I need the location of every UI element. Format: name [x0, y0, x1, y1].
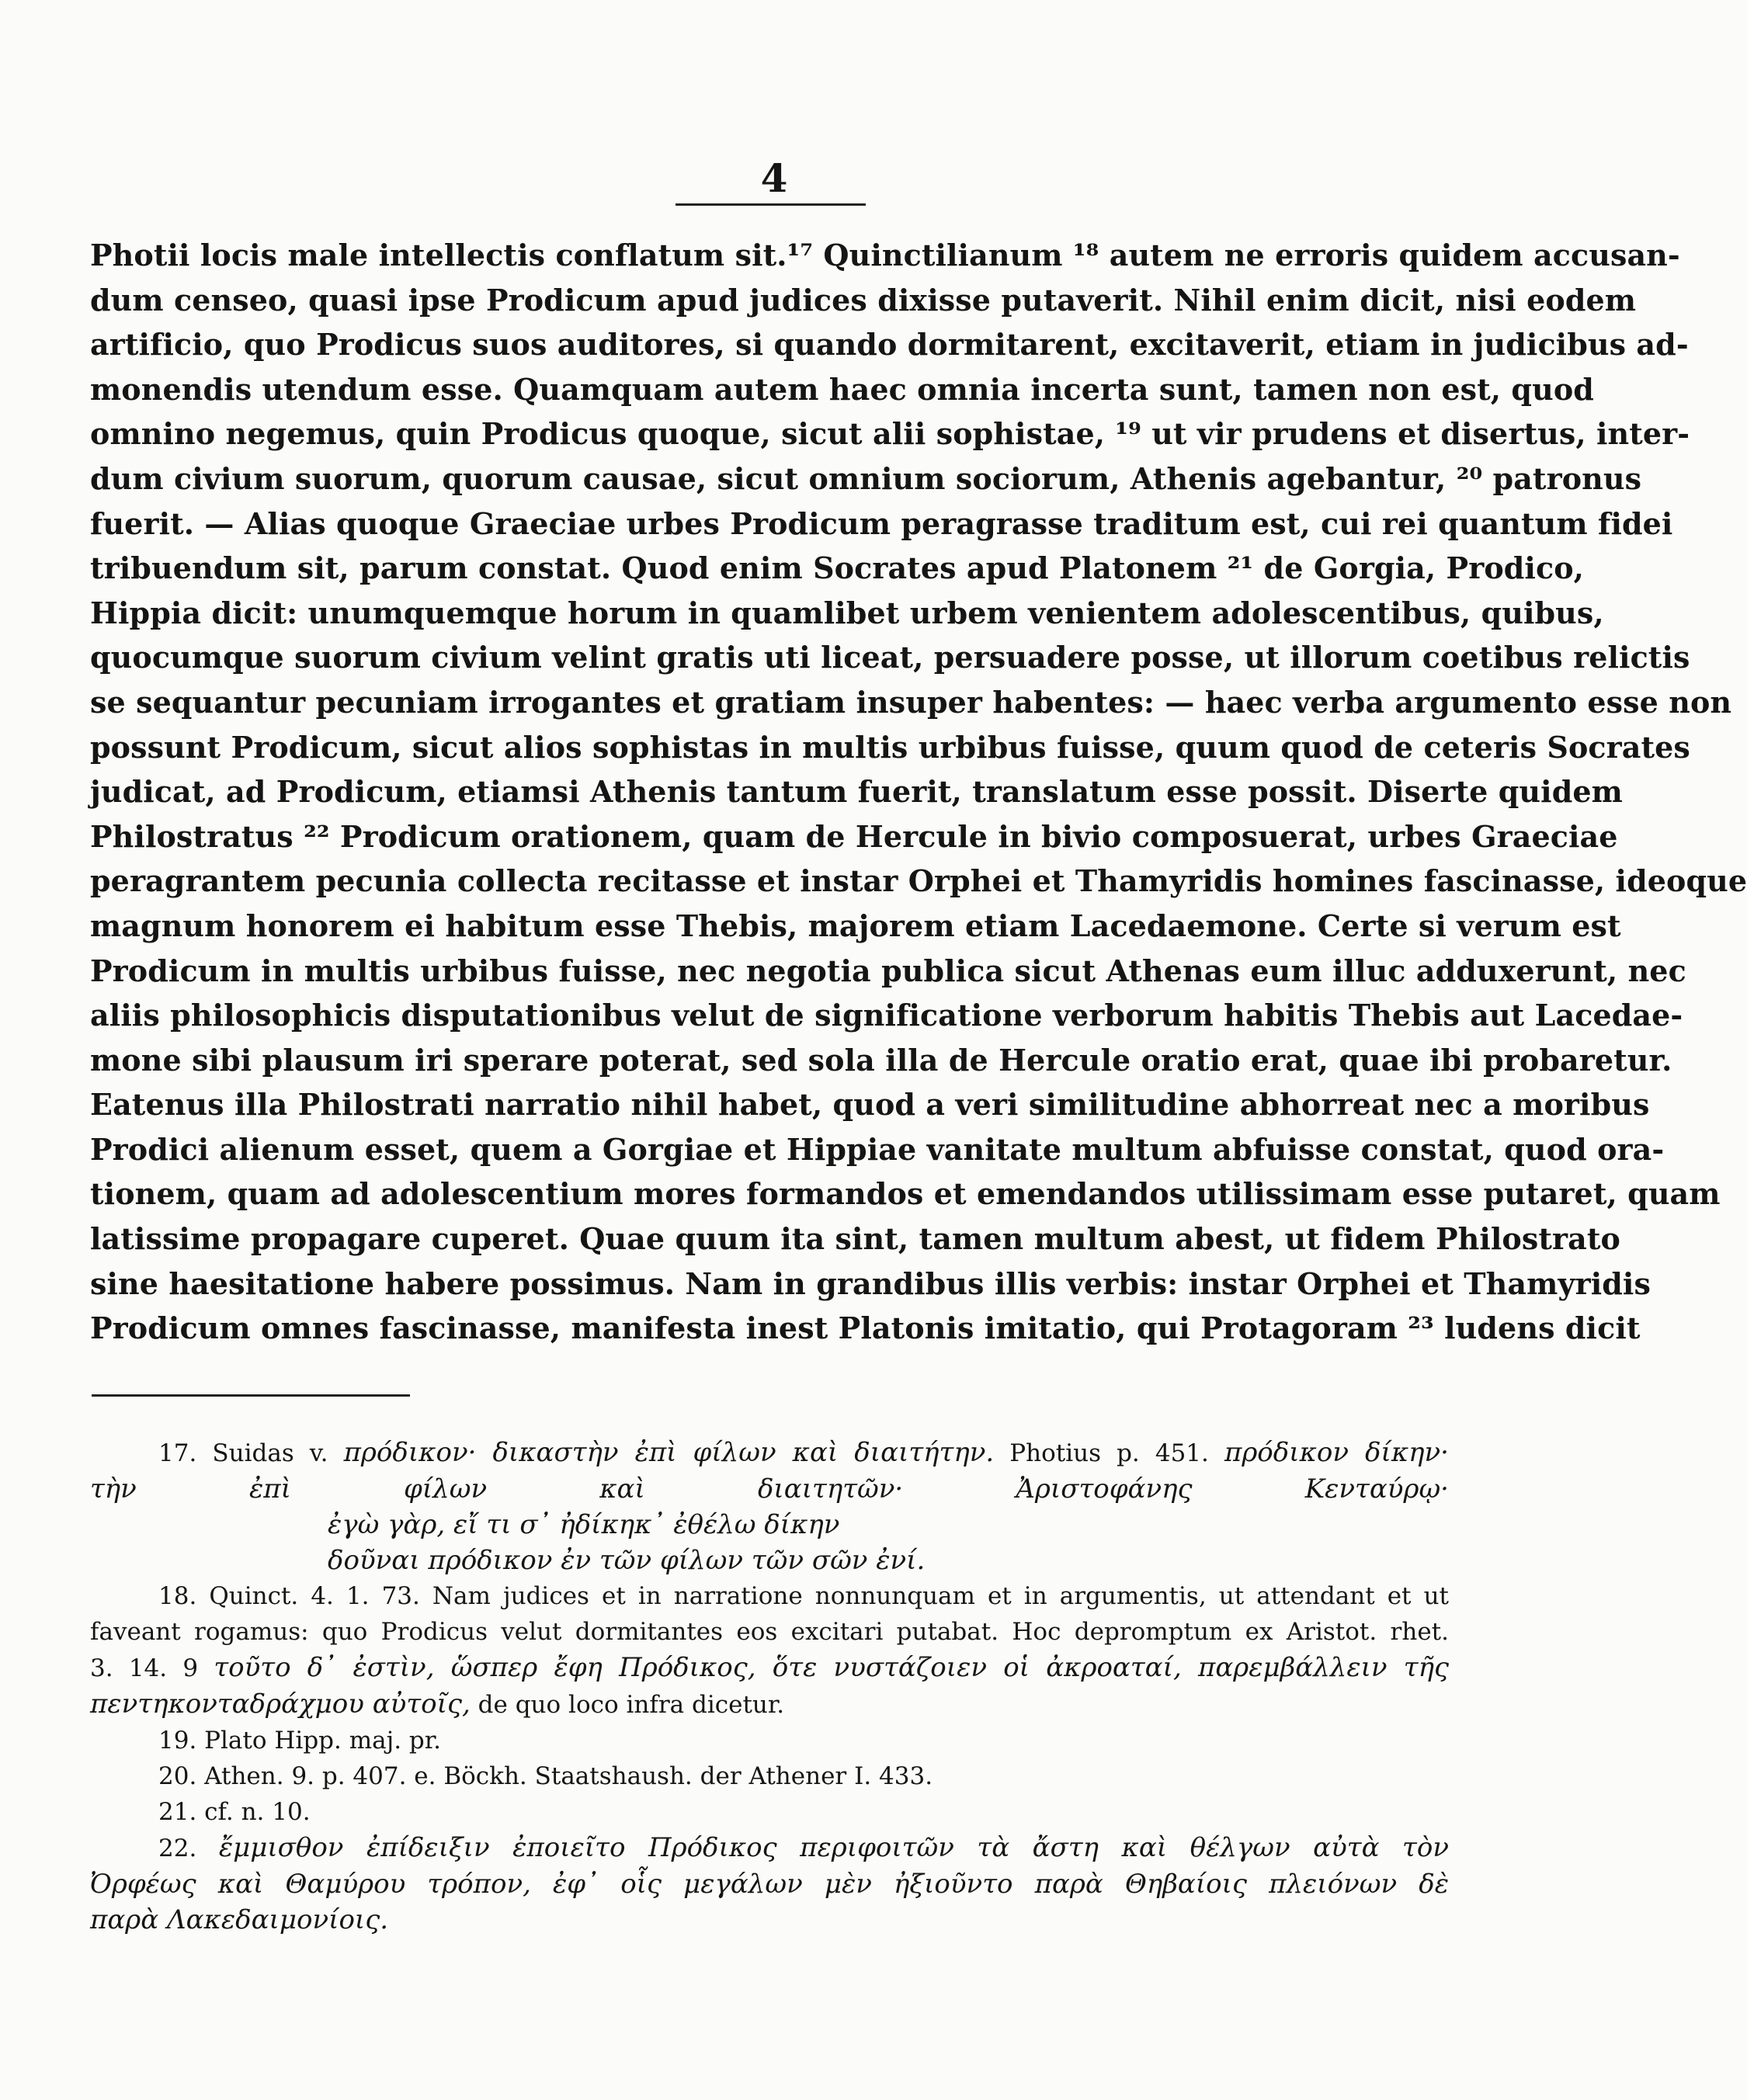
footnote-18-note: de quo loco infra dicetur. — [478, 1691, 785, 1719]
footnote-17-verse: ἐγὼ γὰρ, εἴ τι σ᾽ ἠδίκηκ᾽ ἐθέλω δίκην — [328, 1509, 840, 1540]
text-line: latissime propagare cuperet. Quae quum ita sint, tamen multum abest, ut fidem Philostrato — [90, 1221, 1620, 1257]
footnote-19: 19. Plato Hipp. maj. pr. — [158, 1727, 442, 1755]
page-number-rule — [676, 203, 866, 206]
footnote-20-blackletter: Böckh. Staatshaush. der Athener I. 433. — [443, 1762, 933, 1790]
footnote-22-label: 22. — [158, 1834, 197, 1862]
footnote-22-line — [90, 1830, 1449, 1866]
footnote-17-greek: πρόδικον· δικαστὴν ἐπὶ φίλων καὶ διαιτήτην. — [343, 1437, 995, 1468]
text-line: dum civium suorum, quorum causae, sicut omnium sociorum, Athenis agebantur, ²⁰ patronus — [90, 460, 1642, 496]
main-text — [90, 233, 1747, 1351]
text-line: aliis philosophicis disputationibus velut de significatione verborum habitis Thebis aut Lacedae- — [90, 998, 1683, 1033]
text-line: se sequantur pecuniam irrogantes et gratiam insuper habentes: — haec verba argumento esse non — [90, 684, 1732, 720]
text-line: Photii locis male intellectis conflatum sit.¹⁷ Quinctilianum ¹⁸ autem ne erroris quidem accusan- — [90, 238, 1680, 272]
text-line: possunt Prodicum, sicut alios sophistas in multis urbibus fuisse, quum quod de ceteris Socrates — [90, 729, 1690, 765]
footnote-20-ref: 20. Athen. 9. p. 407. e. — [158, 1762, 436, 1790]
footnote-18-line: faveant rogamus: quo Prodicus velut dormitantes eos excitari putabat. Hoc depromptum ex Aristot. rhet. — [90, 1618, 1449, 1646]
text-line: artificio, quo Prodicus suos auditores, si quando dormitarent, excitaverit, etiam in judicibus ad- — [90, 327, 1689, 363]
text-line: magnum honorem ei habitum esse Thebis, majorem etiam Lacedaemone. Certe si verum est — [90, 908, 1621, 943]
text-line: sine haesitatione habere possimus. Nam in grandibus illis verbis: instar Orphei et Thamyridis — [90, 1265, 1651, 1301]
footnote-22-greek: ἔμμισθον ἐπίδειξιν ἐποιεῖτο Πρόδικος περιφοιτῶν τὰ ἄστη καὶ θέλγων αὐτὰ τὸν — [218, 1832, 1449, 1863]
text-line: Hippia dicit: unumquemque horum in quamlibet urbem venientem adolescentibus, quibus, — [90, 595, 1604, 630]
text-line: tribuendum sit, parum constat. Quod enim Socrates apud Platonem ²¹ de Gorgia, Prodico, — [90, 550, 1584, 586]
footnote-17-line — [90, 1435, 1449, 1471]
text-line: judicat, ad Prodicum, etiamsi Athenis tantum fuerit, translatum esse possit. Diserte quidem — [90, 774, 1623, 810]
footnote-18-line — [90, 1650, 1449, 1686]
footnote-17-verse: δοῦναι πρόδικον ἐν τῶν φίλων τῶν σῶν ἐνί. — [328, 1545, 926, 1576]
text-line: omnino negemus, quin Prodicus quoque, sicut alii sophistae, ¹⁹ ut vir prudens et disertus, inter- — [90, 416, 1690, 452]
footnotes — [90, 1435, 1449, 1938]
text-line: Eatenus illa Philostrati narratio nihil habet, quod a veri similitudine abhorreat nec a moribus — [90, 1087, 1650, 1123]
text-line: tionem, quam ad adolescentium mores formandos et emendandos utilissimam esse putaret, quam — [90, 1176, 1721, 1212]
text-line: fuerit. — Alias quoque Graeciae urbes Prodicum peragrasse traditum est, cui rei quantum fidei — [90, 505, 1673, 541]
text-line: Prodicum omnes fascinasse, manifesta inest Platonis imitatio, qui Protagoram ²³ ludens dicit — [90, 1310, 1641, 1346]
text-line: mone sibi plausum iri sperare poterat, sed sola illa de Hercule oratio erat, quae ibi probaretur. — [90, 1042, 1672, 1078]
text-line: monendis utendum esse. Quamquam autem haec omnia incerta sunt, tamen non est, quod — [90, 371, 1594, 407]
footnote-21: 21. cf. n. 10. — [158, 1798, 311, 1826]
footnote-17-line: τὴν ἐπὶ φίλων καὶ διαιτητῶν· Ἀριστοφάνης Κενταύρῳ· — [90, 1473, 1449, 1505]
footnote-18-greek: τοῦτο δ᾽ ἐστὶν, ὥσπερ ἔφη Πρόδικος, ὅτε νυστάζοιεν οἱ ἀκροαταί, παρεμβάλλειν τῆς — [214, 1652, 1449, 1683]
page-number: 4 — [760, 155, 788, 201]
footnote-18-ref: 3. 14. 9 — [90, 1654, 199, 1682]
text-line: peragrantem pecunia collecta recitasse et instar Orphei et Thamyridis homines fascinasse, ideoque — [90, 863, 1747, 899]
footnote-separator — [92, 1394, 410, 1397]
text-line: Prodicum in multis urbibus fuisse, nec negotia publica sicut Athenas eum illuc adduxerunt, nec — [90, 953, 1686, 988]
text-line: dum censeo, quasi ipse Prodicum apud judices dixisse putaverit. Nihil enim dicit, nisi eodem — [90, 282, 1637, 318]
footnote-20 — [90, 1758, 1449, 1794]
text-line: Philostratus ²² Prodicum orationem, quam de Hercule in bivio composuerat, urbes Graeciae — [90, 818, 1618, 854]
footnote-18-line — [90, 1686, 1449, 1723]
footnote-22-line: παρὰ Λακεδαιμονίοις. — [90, 1904, 389, 1935]
footnote-22-line: Ὀρφέως καὶ Θαμύρου τρόπον, ἐφ᾽ οἷς μεγάλων μὲν ἠξιοῦντο παρὰ Θηβαίοις πλειόνων δὲ — [90, 1869, 1449, 1900]
footnote-18-line: 18. Quinct. 4. 1. 73. Nam judices et in narratione nonnunquam et in argumentis, ut attendant et ut — [158, 1582, 1449, 1610]
footnote-17-greek: πρόδικον δίκην· — [1224, 1437, 1449, 1468]
text-line: quocumque suorum civium velint gratis uti liceat, persuadere posse, ut illorum coetibus relictis — [90, 640, 1690, 675]
footnote-17-label: 17. Suidas v. — [158, 1439, 328, 1467]
footnote-18-greek: πεντηκονταδράχμου αὐτοῖς, — [90, 1689, 471, 1720]
text-line: Prodici alienum esset, quem a Gorgiae et Hippiae vanitate multum abfuisse constat, quod ora- — [90, 1131, 1665, 1167]
footnote-17-photius: Photius p. 451. — [1009, 1439, 1209, 1467]
